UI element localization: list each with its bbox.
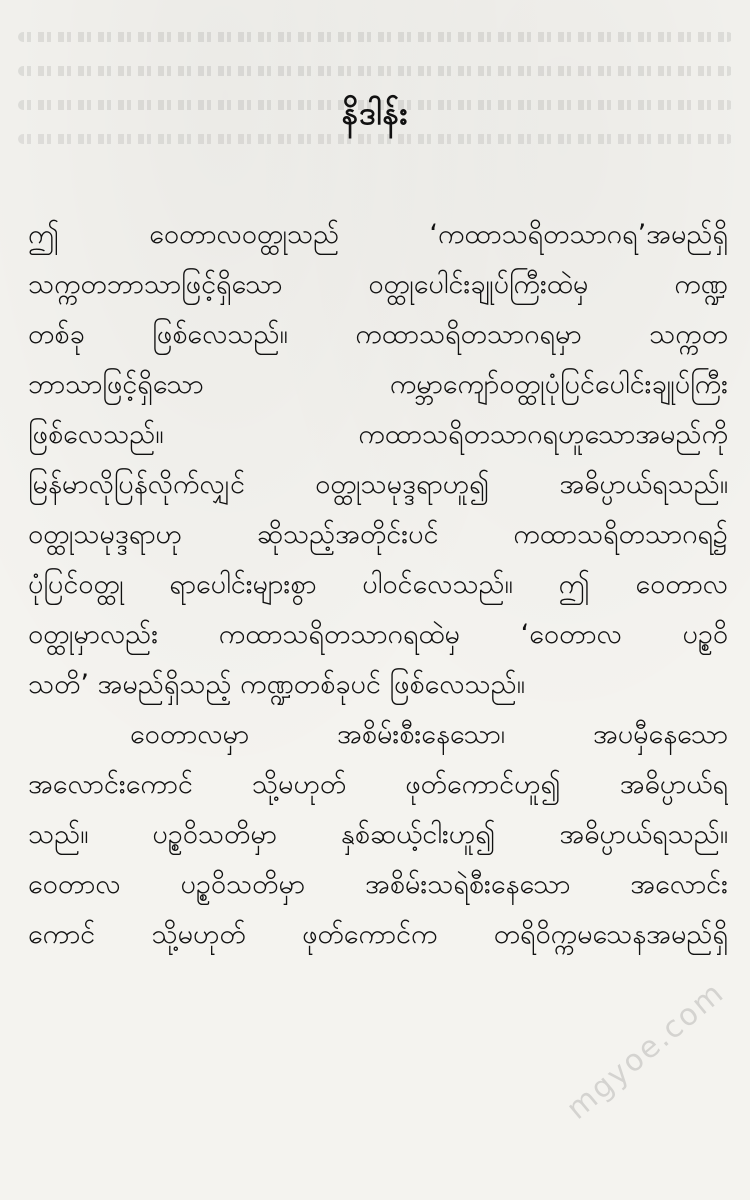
text-line: သည်။ ပဉ္စဝိသတိမှာ နှစ်ဆယ့်ငါးဟူ၍ အဓိပ္ပာယ်ရသည်။ [28, 819, 728, 850]
text-line: ဘာသာဖြင့်ရှိသော ကမ္ဘာကျော်ဝတ္ထုပုံပြင်ပေါင်းချုပ်ကြီး [28, 369, 728, 400]
bleed-line [18, 32, 733, 42]
text-line: သက္ကတဘာသာဖြင့်ရှိသော ဝတ္ထုပေါင်းချုပ်ကြီးထဲမှ ကဏ္ဍ [28, 269, 728, 300]
text-line: ဝေတာလ ပဉ္စဝိသတိမှာ အစိမ်းသရဲစီးနေသော အလောင်း [28, 869, 728, 900]
watermark: mgyoe.com [560, 975, 732, 1127]
text-line: ဖြစ်လေသည်။ ကထာသရိတသာဂရဟူသောအမည်ကို [28, 419, 728, 450]
text-line: ဤ ဝေတာလဝတ္ထုသည် ‘ကထာသရိတသာဂရ’အမည်ရှိ [28, 219, 728, 250]
text-line: ကောင် သို့မဟုတ် ဖုတ်ကောင်က တရိဝိက္ကမသေနအမည်ရှိ [28, 919, 728, 950]
text-line: ဝတ္ထုမှာလည်း ကထာသရိတသာဂရထဲမှ ‘ဝေတာလ ပဉ္စဝိ [28, 619, 728, 650]
text-line: အလောင်းကောင် သို့မဟုတ် ဖုတ်ကောင်ဟူ၍ အဓိပ္ပာယ်ရ [28, 769, 728, 800]
text-line-indented: ဝေတာလမှာ အစိမ်းစီးနေသော၊ အပမှီနေသော [130, 719, 728, 750]
text-line: သတိ’ အမည်ရှိသည့် ကဏ္ဍတစ်ခုပင် ဖြစ်လေသည်။ [28, 669, 525, 700]
page-heading: နိဒါန်း [341, 94, 409, 132]
text-line: တစ်ခု ဖြစ်လေသည်။ ကထာသရိတသာဂရမှာ သက္ကတ [28, 319, 728, 350]
text-line: မြန်မာလိုပြန်လိုက်လျှင် ဝတ္ထုသမုဒ္ဒရာဟူ၍ အဓိပ္ပာယ်ရသည်။ [28, 469, 728, 500]
text-line: ပုံပြင်ဝတ္ထု ရာပေါင်းများစွာ ပါဝင်လေသည်။ ဤ ဝေတာလ [28, 569, 728, 600]
text-line: ဝတ္ထုသမုဒ္ဒရာဟု ဆိုသည့်အတိုင်းပင် ကထာသရိတသာဂရ၌ [28, 519, 728, 550]
body-text [28, 210, 728, 960]
bleed-line [18, 66, 733, 76]
